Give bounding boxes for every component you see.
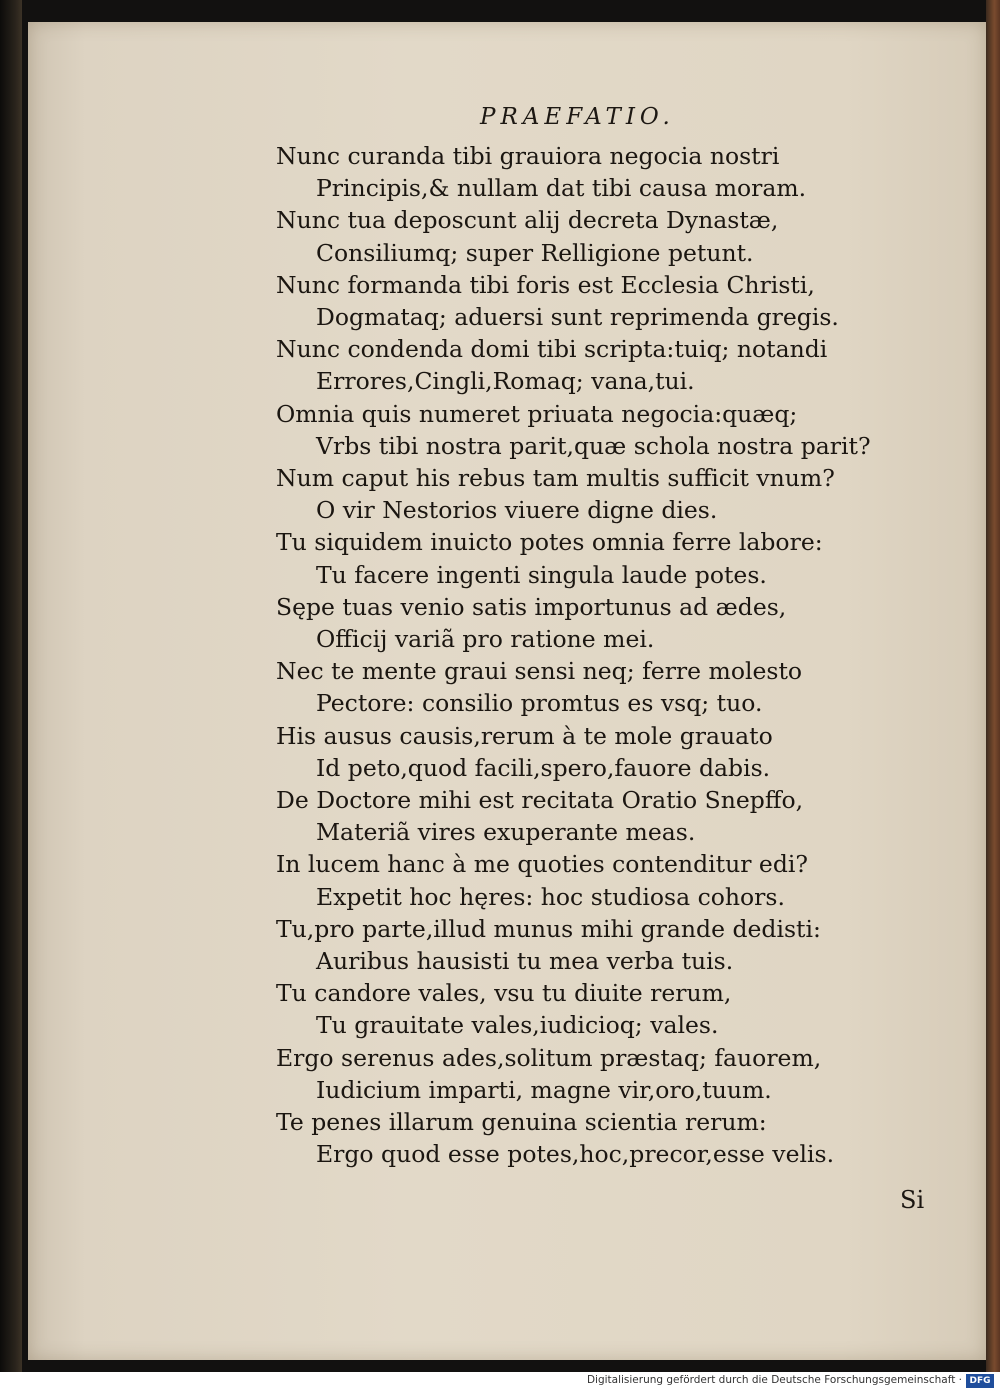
- verse-line: Dogmataq; aduersi sunt reprimenda gregis.: [316, 303, 839, 332]
- book-spine-edge: [0, 0, 22, 1372]
- verse-text: [276, 140, 871, 1171]
- verse-line: Ergo quod esse potes,hoc,precor,esse velis.: [316, 1140, 835, 1169]
- verse-line: Nunc formanda tibi foris est Ecclesia Christi,: [276, 270, 815, 299]
- verse-line: Omnia quis numeret priuata negocia:quæq;: [276, 399, 798, 428]
- verse-line: Tu siquidem inuicto potes omnia ferre labore:: [276, 528, 823, 557]
- verse-line: Sępe tuas venio satis importunus ad ædes,: [276, 592, 787, 621]
- verse-line: Errores,Cingli,Romaq; vana,tui.: [316, 367, 695, 396]
- verse-line: Tu candore vales, vsu tu diuite rerum,: [276, 979, 732, 1008]
- verse-line: De Doctore mihi est recitata Oratio Snepffo,: [276, 786, 804, 815]
- verse-line: O vir Nestorios viuere digne dies.: [316, 496, 718, 525]
- verse-line: Expetit hoc hęres: hoc studiosa cohors.: [316, 882, 785, 911]
- verse-line: Nec te mente graui sensi neq; ferre molesto: [276, 657, 803, 686]
- verse-line: His ausus causis,rerum à te mole grauato: [276, 721, 773, 750]
- verse-line: Pectore: consilio promtus es vsq; tuo.: [316, 689, 763, 718]
- verse-line: Vrbs tibi nostra parit,quæ schola nostra parit?: [316, 431, 871, 460]
- dfg-logo: DFG: [966, 1374, 994, 1388]
- verse-line: Nunc tua deposcunt alij decreta Dynastæ,: [276, 206, 779, 235]
- book-cover-edge: [986, 0, 1000, 1372]
- verse-line: Tu facere ingenti singula laude potes.: [316, 560, 767, 589]
- verse-line: Materiã vires exuperante meas.: [316, 818, 696, 847]
- verse-line: Iudicium imparti, magne vir,oro,tuum.: [316, 1075, 772, 1104]
- verse-line: Nunc curanda tibi grauiora negocia nostri: [276, 142, 780, 170]
- verse-line: Ergo serenus ades,solitum præstaq; fauorem,: [276, 1043, 822, 1072]
- verse-line: Num caput his rebus tam multis sufficit vnum?: [276, 464, 835, 493]
- running-head: PRAEFATIO.: [480, 104, 675, 130]
- verse-line: Tu,pro parte,illud munus mihi grande dedisti:: [276, 914, 821, 943]
- verse-line: Nunc condenda domi tibi scripta:tuiq; notandi: [276, 335, 828, 364]
- catchword: Si: [900, 1186, 925, 1214]
- verse-line: Te penes illarum genuina scientia rerum:: [276, 1108, 767, 1137]
- verse-line: In lucem hanc à me quoties contenditur edi?: [276, 850, 808, 879]
- verse-line: Principis,& nullam dat tibi causa moram.: [316, 174, 807, 203]
- footer-credit: Digitalisierung gefördert durch die Deutsche Forschungsgemeinschaft ·: [586, 1374, 962, 1386]
- verse-line: Id peto,quod facili,spero,fauore dabis.: [316, 753, 771, 782]
- verse-line: Auribus hausisti tu mea verba tuis.: [316, 947, 734, 976]
- verse-line: Tu grauitate vales,iudicioq; vales.: [316, 1011, 719, 1040]
- verse-line: Consiliumq; super Relligione petunt.: [316, 238, 754, 267]
- verse-line: Officij variã pro ratione mei.: [316, 625, 655, 654]
